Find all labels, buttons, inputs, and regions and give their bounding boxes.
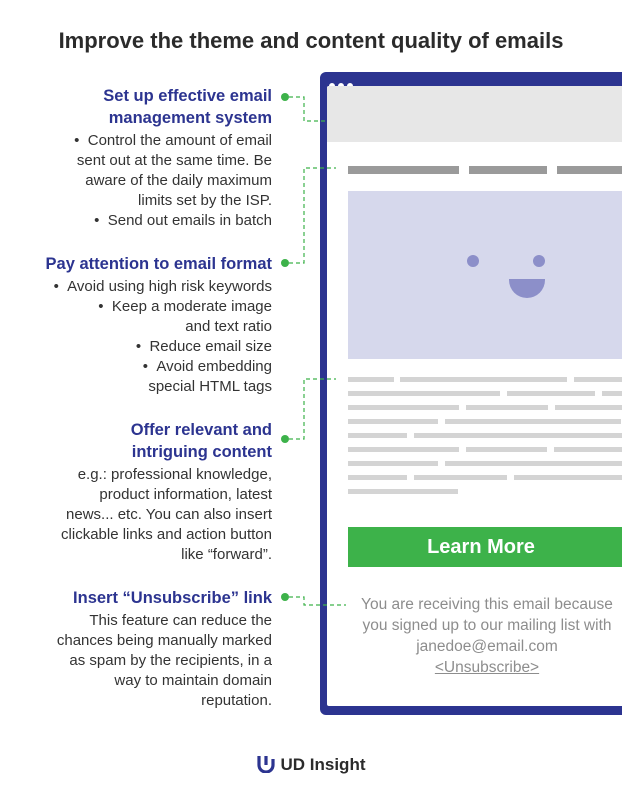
learn-more-button[interactable]: Learn More — [348, 527, 622, 567]
bullet-item: • Send out emails in batch — [74, 211, 272, 231]
paragraph-line: e.g.: professional knowledge, — [77, 466, 272, 483]
paragraph-line: like “forward”. — [181, 546, 272, 563]
connector-line-4 — [289, 597, 346, 605]
section-1-heading-line-2: management system — [108, 109, 272, 127]
footer-email: janedoe@email.com — [416, 638, 558, 655]
bullet-item: • Keep a moderate image — [54, 297, 272, 317]
bullet-item: • Avoid using high risk keywords — [54, 277, 272, 297]
footer-line: You are receiving this email because — [361, 596, 613, 613]
bullet-item: • Reduce email size — [54, 337, 272, 357]
section-3-heading-line-1: Offer relevant and — [130, 421, 272, 439]
paragraph-line: as spam by the recipients, in a — [69, 652, 272, 669]
unsubscribe-link[interactable]: <Unsubscribe> — [434, 659, 540, 676]
connector-line-3 — [289, 379, 336, 439]
footer-line: you signed up to our mailing list with — [362, 617, 612, 634]
bullet-item-continued: sent out at the same time. Be — [76, 152, 272, 169]
ud-logo-icon — [257, 755, 277, 778]
bullet-item-continued: and text ratio — [185, 318, 272, 335]
section-2-heading-line-1: Pay attention to email format — [45, 255, 272, 273]
connector-line-2 — [289, 168, 336, 263]
bullet-item-continued: aware of the daily maximum — [85, 172, 272, 189]
bullet-item: • Avoid embedding — [54, 357, 272, 377]
bullet-item-continued: limits set by the ISP. — [138, 192, 272, 209]
bullet-item-continued: special HTML tags — [148, 378, 272, 395]
section-4-heading-line-1: Insert “Unsubscribe” link — [73, 589, 272, 607]
paragraph-line: way to maintain domain — [114, 672, 272, 689]
bullet-item: • Control the amount of email — [74, 131, 272, 151]
page-title: Improve the theme and content quality of emails — [58, 28, 564, 53]
brand-logo — [0, 755, 622, 778]
paragraph-line: news... etc. You can also insert — [66, 506, 272, 523]
section-1-heading-line-1: Set up effective email — [103, 87, 272, 105]
paragraph-line: product information, latest — [99, 486, 272, 503]
brand-name: UD Insight — [280, 755, 366, 774]
paragraph-line: chances being manually marked — [56, 632, 272, 649]
paragraph-line: This feature can reduce the — [89, 612, 272, 629]
section-3-heading-line-2: intriguing content — [131, 443, 272, 461]
connector-line-1 — [289, 97, 327, 121]
paragraph-line: clickable links and action button — [61, 526, 272, 543]
paragraph-line: reputation. — [201, 692, 272, 709]
